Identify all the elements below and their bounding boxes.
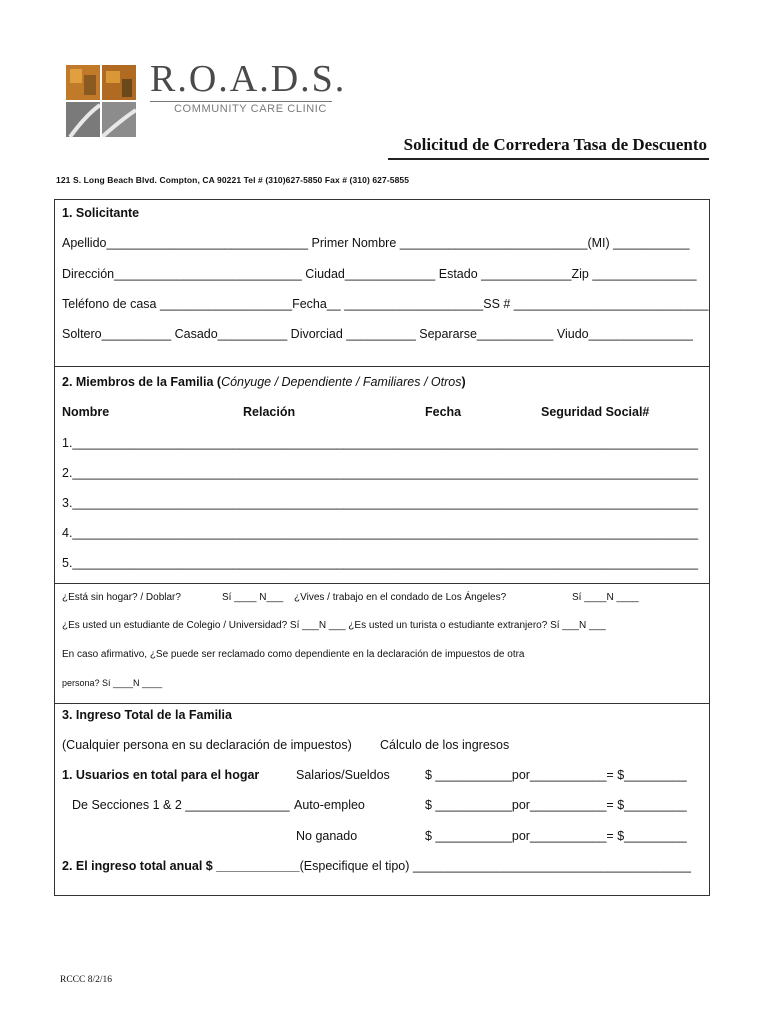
applicant-name-row[interactable]: Apellido_____________________________ Primer Nombre ___________________________(MI) ___________ (62, 236, 690, 250)
applicant-marital-row[interactable]: Soltero__________ Casado__________ Divorciad __________ Separarse___________ Viudo_______________ (62, 327, 693, 341)
family-member-line-3[interactable]: 3.__________________________________________________________________________________________ (62, 496, 699, 510)
sections-1-2-field[interactable]: De Secciones 1 & 2 _______________ (72, 798, 290, 812)
section-applicant (54, 199, 710, 367)
applicant-address-row[interactable]: Dirección___________________________ Ciudad_____________ Estado _____________Zip _______________ (62, 267, 697, 281)
form-code: RCCC 8/2/16 (60, 975, 112, 985)
logo-divider (150, 101, 332, 102)
document-title: Solicitud de Corredera Tasa de Descuento (403, 135, 707, 154)
title-rule (388, 158, 709, 160)
section-applicant-heading: 1. Solicitante (62, 206, 140, 220)
applicant-phone-row[interactable]: Teléfono de casa ___________________Fecha__ ____________________SS # ____________________________ (62, 297, 709, 311)
answer-homeless[interactable]: Sí ____ N___ (222, 592, 284, 603)
family-member-line-4[interactable]: 4.__________________________________________________________________________________________ (62, 526, 699, 540)
income-note: (Cualquier persona en su declaración de impuestos) (62, 738, 352, 752)
family-member-line-5[interactable]: 5.__________________________________________________________________________________________ (62, 556, 699, 570)
income-type-salary: Salarios/Sueldos (296, 768, 390, 782)
income-formula-unearned[interactable]: $ ___________por___________= $_________ (425, 829, 687, 843)
logo-subtitle: COMMUNITY CARE CLINIC (174, 103, 327, 115)
income-formula-self-employed[interactable]: $ ___________por___________= $_________ (425, 798, 687, 812)
income-calc-label: Cálculo de los ingresos (380, 738, 510, 752)
question-dependent: En caso afirmativo, ¿Se puede ser reclamado como dependiente en la declaración de impuestos de otra (62, 649, 525, 660)
clinic-address: 121 S. Long Beach Blvd. Compton, CA 90221 Tel # (310)627-5850 Fax # (310) 627-5855 (56, 175, 410, 185)
annual-income-row[interactable]: 2. El ingreso total anual $ ____________(Especifique el tipo) ________________________________________ (62, 859, 691, 873)
answer-dependent[interactable]: persona? Sí ____N ____ (62, 678, 163, 688)
section-family-heading: 2. Miembros de la Familia (Cónyuge / Dependiente / Familiares / Otros) (62, 375, 466, 389)
section-income-heading: 3. Ingreso Total de la Familia (62, 708, 232, 722)
family-member-line-2[interactable]: 2.__________________________________________________________________________________________ (62, 466, 699, 480)
logo-title: R.O.A.D.S. (150, 58, 347, 100)
answer-la-county[interactable]: Sí ____N ____ (572, 592, 639, 603)
household-users-label: 1. Usuarios en total para el hogar (62, 768, 260, 782)
question-la-county: ¿Vives / trabajo en el condado de Los Ángeles? (294, 592, 507, 603)
income-formula-salary[interactable]: $ ___________por___________= $_________ (425, 768, 687, 782)
question-student[interactable]: ¿Es usted un estudiante de Colegio / Universidad? Sí ___N ___ ¿Es usted un turista o estudiante extranjero? Sí ___N ___ (62, 620, 606, 631)
column-date: Fecha (425, 405, 462, 419)
column-ssn: Seguridad Social# (541, 405, 650, 419)
column-name: Nombre (62, 405, 110, 419)
column-relation: Relación (243, 405, 296, 419)
income-type-self-employed: Auto-empleo (294, 798, 365, 812)
family-member-line-1[interactable]: 1.__________________________________________________________________________________________ (62, 436, 699, 450)
clinic-logo-photo (66, 65, 136, 137)
income-type-unearned: No ganado (296, 829, 358, 843)
question-homeless: ¿Está sin hogar? / Doblar? (62, 592, 181, 603)
